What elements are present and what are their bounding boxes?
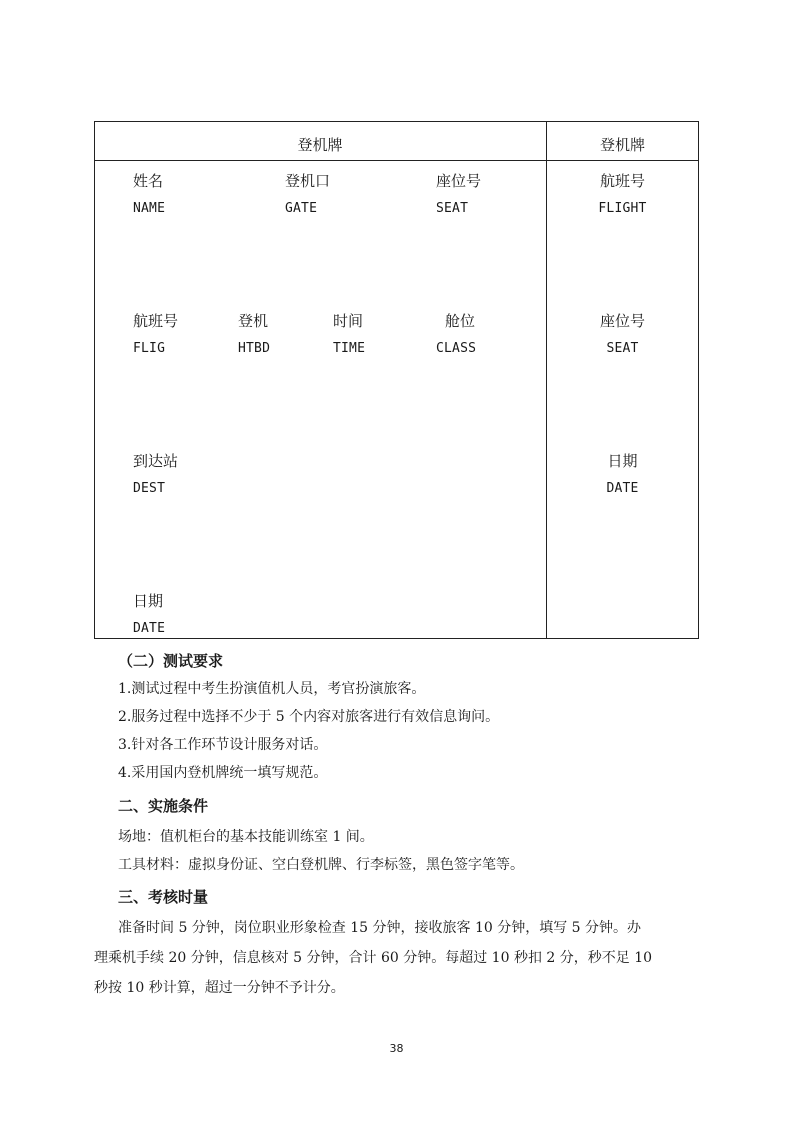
time-line: 准备时间 5 分钟，岗位职业形象检查 15 分钟，接收旅客 10 分钟，填写 5 分钟。办 bbox=[118, 920, 642, 936]
requirement-item: 4.采用国内登机牌统一填写规范。 bbox=[118, 765, 328, 781]
stub-flight-label-en: FLIGHT bbox=[598, 201, 647, 216]
header-divider bbox=[94, 160, 699, 161]
conditions-line: 工具材料：虚拟身份证、空白登机牌、行李标签，黑色签字笔等。 bbox=[118, 857, 524, 873]
stub-divider bbox=[546, 121, 547, 639]
time-line: 秒按 10 秒计算，超过一分钟不予计分。 bbox=[94, 980, 345, 996]
conditions-heading: 二、实施条件 bbox=[118, 797, 209, 815]
requirement-item: 2.服务过程中选择不少于 5 个内容对旅客进行有效信息询问。 bbox=[118, 709, 500, 725]
boarding-label-zh: 登机 bbox=[238, 312, 269, 330]
stub-date-label-zh: 日期 bbox=[607, 452, 638, 470]
stub-title: 登机牌 bbox=[599, 136, 645, 154]
time-heading: 三、考核时量 bbox=[118, 888, 209, 906]
test-requirements-heading: （二）测试要求 bbox=[118, 652, 224, 670]
flight-label-en: FLIG bbox=[133, 341, 166, 356]
stub-seat-label-zh: 座位号 bbox=[599, 312, 645, 330]
stub-flight-label-zh: 航班号 bbox=[599, 172, 645, 190]
class-label-zh: 舱位 bbox=[445, 312, 476, 330]
seat-label-en: SEAT bbox=[436, 201, 469, 216]
time-label-en: TIME bbox=[333, 341, 366, 356]
conditions-line: 场地：值机柜台的基本技能训练室 1 间。 bbox=[118, 829, 374, 845]
stub-date-label-en: DATE bbox=[606, 481, 639, 496]
date-label-zh: 日期 bbox=[133, 592, 164, 610]
stub-seat-label-en: SEAT bbox=[606, 341, 639, 356]
boarding-pass-table bbox=[94, 121, 699, 639]
time-line: 理乘机手续 20 分钟，信息核对 5 分钟，合计 60 分钟。每超过 10 秒扣 2 分，秒不足 10 bbox=[94, 950, 653, 966]
flight-label-zh: 航班号 bbox=[133, 312, 179, 330]
dest-label-zh: 到达站 bbox=[133, 452, 179, 470]
requirement-item: 3.针对各工作环节设计服务对话。 bbox=[118, 737, 328, 753]
seat-label-zh: 座位号 bbox=[436, 172, 482, 190]
gate-label-en: GATE bbox=[285, 201, 318, 216]
dest-label-en: DEST bbox=[133, 481, 166, 496]
date-label-en: DATE bbox=[133, 621, 166, 636]
requirement-item: 1.测试过程中考生扮演值机人员，考官扮演旅客。 bbox=[118, 681, 426, 697]
class-label-en: CLASS bbox=[436, 341, 477, 356]
name-label-zh: 姓名 bbox=[133, 172, 164, 190]
name-label-en: NAME bbox=[133, 201, 166, 216]
time-label-zh: 时间 bbox=[333, 312, 364, 330]
boarding-label-en: HTBD bbox=[238, 341, 271, 356]
gate-label-zh: 登机口 bbox=[285, 172, 331, 190]
page-number: 38 bbox=[389, 1042, 404, 1055]
boarding-pass-title: 登机牌 bbox=[297, 136, 343, 154]
